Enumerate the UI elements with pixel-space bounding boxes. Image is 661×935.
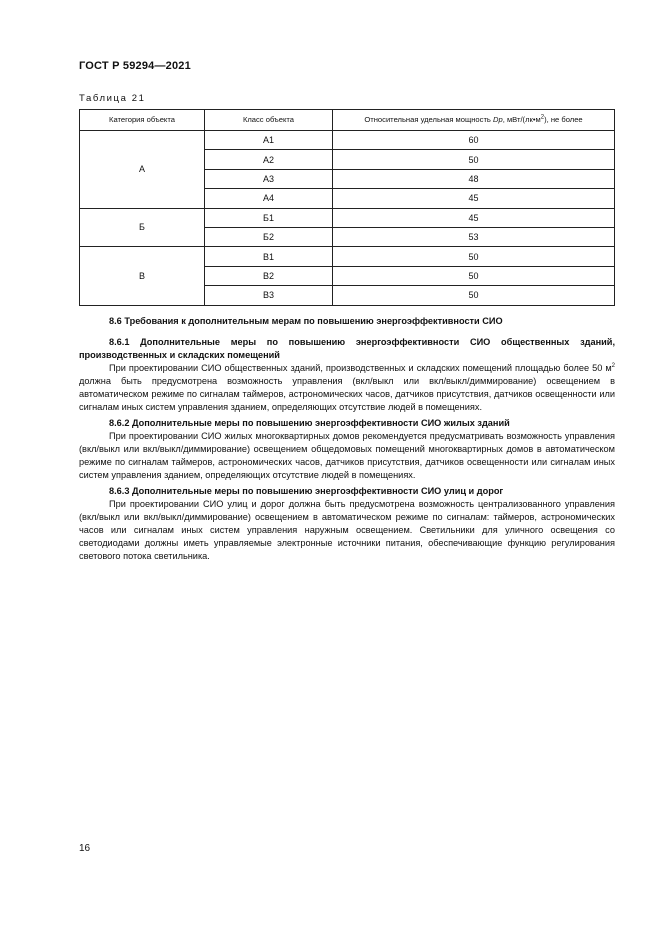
table-row (80, 131, 615, 150)
data-table (79, 109, 615, 306)
table-caption: Таблица 21 (79, 93, 146, 104)
power-value-cell: 45 (333, 189, 615, 208)
power-value-cell: 50 (333, 286, 615, 305)
power-suffix: ), не более (544, 114, 583, 124)
class-cell: В1 (205, 247, 333, 266)
section-8-6-1-text-b: должна быть предусмотрена возможность управления (вкл/выкл или вкл/выкл/диммирование) освещением в автоматическом режиме по сигналам таймеров, астрономических часов, датчиков присутствия, датчиков освещенности или сигналам иных систем управления зданием, определяющих отсутствие людей в помещениях. (79, 376, 615, 412)
class-cell: Б1 (205, 208, 333, 227)
document-body (79, 313, 615, 563)
power-value-cell: 45 (333, 208, 615, 227)
power-value-cell: 50 (333, 150, 615, 169)
category-cell: Б (80, 208, 205, 247)
class-cell: Б2 (205, 227, 333, 246)
class-cell: А3 (205, 169, 333, 188)
section-8-6-3-body: При проектировании СИО улиц и дорог должна быть предусмотрена возможность централизованного управления (вкл/выкл или вкл/выкл/диммирование) освещением в автоматическом режиме по сигналам: таймеров, астрономических часов или сигналам иных систем управления наружным освещением. Светильники для уличного освещения со светодиодами должны иметь управляемые электронные источники питания, обеспечивающие функцию регулирования светового потока светильника. (79, 499, 615, 561)
power-symbol: Dp (493, 114, 503, 124)
table-header-row (80, 110, 615, 131)
power-unit: , мВт/(лк•м (502, 114, 541, 124)
column-header-class: Класс объекта (205, 110, 333, 131)
table-row (80, 247, 615, 266)
column-header-power (333, 110, 615, 131)
column-header-category: Категория объекта (80, 110, 205, 131)
power-value-cell: 48 (333, 169, 615, 188)
document-standard-id: ГОСТ Р 59294—2021 (79, 60, 191, 72)
area-unit-exponent: 2 (611, 362, 615, 369)
section-8-6-1-body (79, 362, 615, 414)
section-8-6-2-body: При проектировании СИО жилых многоквартирных домов рекомендуется предусматривать возможность управления (вкл/выкл или вкл/выкл/диммирование) освещением общедомовых помещений многоквартирных домов в автоматическом режиме по сигналам таймеров, астрономических часов, датчиков присутствия, датчиков освещенности или сигналам иных систем управления зданием, определяющих отсутствие людей в помещениях. (79, 431, 615, 480)
section-8-6-3-title: 8.6.3 Дополнительные меры по повышению энергоэффективности СИО улиц и дорог (109, 486, 504, 496)
table-row (80, 208, 615, 227)
class-cell: А1 (205, 131, 333, 150)
page-number: 16 (79, 843, 91, 854)
section-8-6-2-title: 8.6.2 Дополнительные меры по повышению энергоэффективности СИО жилых зданий (109, 418, 510, 428)
section-8-6-1-title: 8.6.1 Дополнительные меры по повышению энергоэффективности СИО общественных зданий, производственных и складских помещений (79, 337, 615, 360)
class-cell: В3 (205, 286, 333, 305)
class-cell: А2 (205, 150, 333, 169)
section-8-6-title: 8.6 Требования к дополнительным мерам по повышению энергоэффективности СИО (109, 316, 503, 326)
power-value-cell: 50 (333, 266, 615, 285)
class-cell: А4 (205, 189, 333, 208)
category-cell: А (80, 131, 205, 209)
class-cell: В2 (205, 266, 333, 285)
section-8-6-1-text-a: При проектировании СИО общественных зданий, производственных и складских помещений площадью более 50 м (109, 363, 612, 373)
category-cell: В (80, 247, 205, 305)
power-label: Относительная удельная мощность (364, 114, 493, 124)
power-value-cell: 50 (333, 247, 615, 266)
power-unit-exponent: 2 (540, 114, 545, 121)
power-value-cell: 60 (333, 131, 615, 150)
power-value-cell: 53 (333, 227, 615, 246)
